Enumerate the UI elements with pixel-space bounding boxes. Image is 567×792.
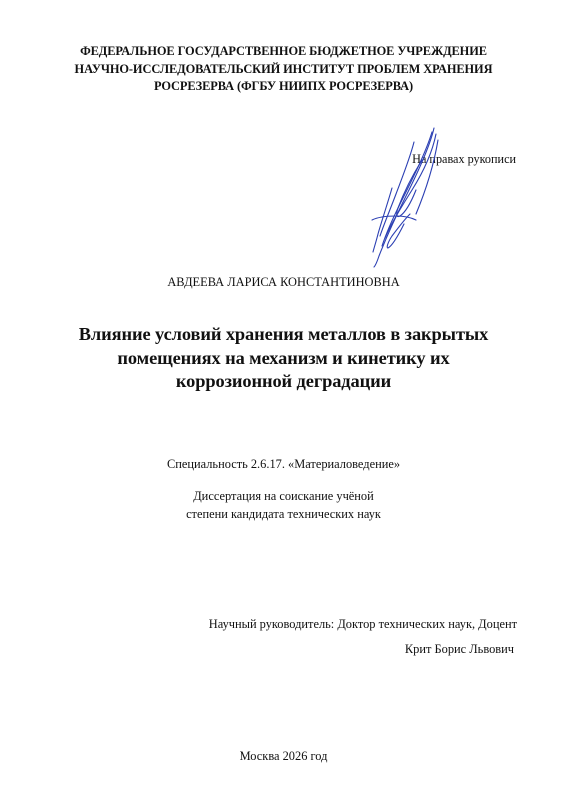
degree-line-1: Диссертация на соискание учёной [193, 489, 374, 503]
organization-header [40, 43, 527, 96]
specialty-line: Специальность 2.6.17. «Материаловедение» [166, 457, 401, 471]
scientific-advisor-label: Научный руководитель: Доктор технических наук, Доцент [208, 617, 517, 631]
handwritten-signature [352, 124, 442, 270]
author-name: АВДЕЕВА ЛАРИСА КОНСТАНТИНОВНА [167, 275, 400, 289]
title-line-3: коррозионной деградации [175, 371, 392, 391]
organization-line-2: НАУЧНО-ИССЛЕДОВАТЕЛЬСКИЙ ИНСТИТУТ ПРОБЛЕМ ХРАНЕНИЯ [74, 61, 493, 76]
degree-line-2: степени кандидата технических наук [186, 506, 381, 521]
dissertation-title [40, 323, 527, 394]
city-year: Москва 2026 год [239, 749, 328, 763]
degree-statement [40, 488, 527, 523]
organization-line-1: ФЕДЕРАЛЬНОЕ ГОСУДАРСТВЕННОЕ БЮДЖЕТНОЕ УЧРЕЖДЕНИЕ [80, 44, 487, 58]
title-line-2: помещениях на механизм и кинетику их [117, 347, 450, 368]
organization-line-3: РОСРЕЗЕРВА (ФГБУ НИИПХ РОСРЕЗЕРВА) [153, 79, 414, 94]
manuscript-rights-notice: На правах рукописи [412, 152, 516, 166]
title-line-1: Влияние условий хранения металлов в закрытых [78, 324, 489, 344]
scientific-advisor-name: Крит Борис Львович [404, 642, 514, 656]
